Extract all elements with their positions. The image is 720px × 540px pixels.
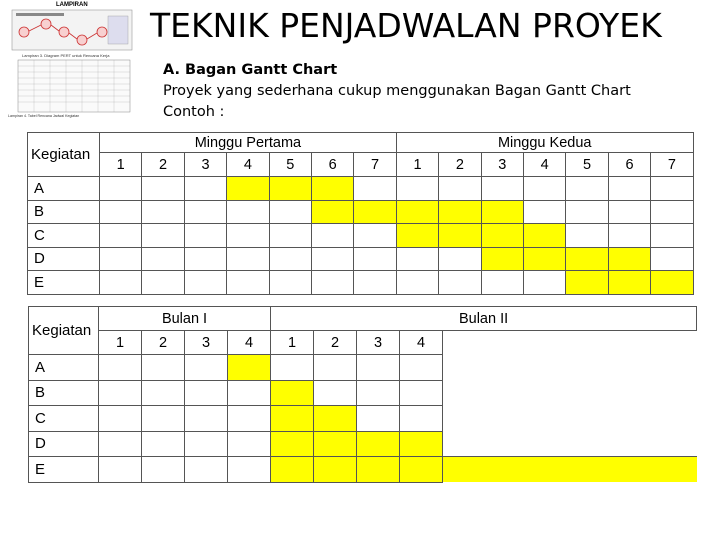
period-header-row <box>28 153 694 177</box>
schedule-cell <box>269 224 311 248</box>
schedule-cell <box>142 177 184 201</box>
schedule-cell <box>566 200 608 224</box>
schedule-cell <box>651 224 693 248</box>
schedule-bar-cell <box>314 457 357 483</box>
schedule-cell <box>99 380 142 406</box>
group-header: Bulan II <box>271 307 697 331</box>
schedule-bar-cell <box>357 431 400 457</box>
schedule-cell <box>227 200 269 224</box>
schedule-bar-cell <box>566 271 608 295</box>
schedule-bar-cell <box>443 457 697 483</box>
schedule-bar-cell <box>524 224 566 248</box>
period-header: 6 <box>311 153 353 177</box>
activity-row <box>29 406 697 432</box>
schedule-bar-cell <box>481 200 523 224</box>
schedule-bar-cell <box>608 247 650 271</box>
period-header-blank <box>443 331 697 355</box>
schedule-cell <box>142 200 184 224</box>
schedule-cell <box>608 200 650 224</box>
activity-row <box>28 177 694 201</box>
activity-row <box>28 224 694 248</box>
period-header: 1 <box>99 331 142 355</box>
description-line: Proyek yang sederhana cukup menggunakan Bagan Gantt Chart <box>163 83 631 99</box>
schedule-cell <box>185 380 228 406</box>
schedule-cell <box>357 406 400 432</box>
schedule-cell <box>227 224 269 248</box>
schedule-bar-cell <box>396 200 438 224</box>
schedule-cell <box>400 355 443 381</box>
schedule-bar-cell <box>651 271 693 295</box>
period-header: 7 <box>354 153 396 177</box>
schedule-cell <box>354 247 396 271</box>
activity-label: C <box>29 406 99 432</box>
period-header: 3 <box>184 153 226 177</box>
schedule-cell <box>481 177 523 201</box>
schedule-cell <box>608 224 650 248</box>
schedule-cell <box>142 380 185 406</box>
activity-column-header: Kegiatan <box>28 133 100 177</box>
group-header: Minggu Kedua <box>396 133 693 153</box>
schedule-cell <box>311 247 353 271</box>
schedule-cell <box>184 177 226 201</box>
schedule-bar-cell <box>314 431 357 457</box>
schedule-cell <box>354 224 396 248</box>
schedule-cell <box>184 200 226 224</box>
activity-row <box>28 247 694 271</box>
schedule-cell <box>228 406 271 432</box>
schedule-cell <box>314 380 357 406</box>
schedule-bar-cell <box>227 177 269 201</box>
schedule-cell <box>566 224 608 248</box>
activity-label: E <box>28 271 100 295</box>
schedule-cell <box>100 177 142 201</box>
example-label: Contoh : <box>163 104 225 120</box>
activity-row <box>28 200 694 224</box>
period-header: 2 <box>142 153 184 177</box>
period-header: 4 <box>227 153 269 177</box>
schedule-cell <box>227 247 269 271</box>
schedule-cell <box>185 457 228 483</box>
schedule-cell <box>443 380 697 406</box>
activity-row <box>28 271 694 295</box>
schedule-cell <box>269 271 311 295</box>
schedule-cell <box>443 431 697 457</box>
schedule-cell <box>400 380 443 406</box>
schedule-cell <box>142 247 184 271</box>
schedule-cell <box>99 406 142 432</box>
schedule-cell <box>142 355 185 381</box>
schedule-cell <box>651 247 693 271</box>
schedule-cell <box>142 457 185 483</box>
schedule-cell <box>314 355 357 381</box>
group-header: Minggu Pertama <box>100 133 397 153</box>
period-header: 3 <box>481 153 523 177</box>
period-header: 4 <box>228 331 271 355</box>
schedule-cell <box>185 431 228 457</box>
schedule-cell <box>100 271 142 295</box>
schedule-cell <box>142 224 184 248</box>
activity-row <box>29 431 697 457</box>
schedule-bar-cell <box>566 247 608 271</box>
group-header: Bulan I <box>99 307 271 331</box>
schedule-cell <box>311 271 353 295</box>
period-header: 4 <box>400 331 443 355</box>
schedule-cell <box>269 200 311 224</box>
schedule-bar-cell <box>271 431 314 457</box>
schedule-bar-cell <box>481 224 523 248</box>
schedule-bar-cell <box>439 224 481 248</box>
schedule-bar-cell <box>524 247 566 271</box>
schedule-bar-cell <box>396 224 438 248</box>
schedule-cell <box>396 177 438 201</box>
activity-label: B <box>28 200 100 224</box>
schedule-cell <box>185 355 228 381</box>
activity-row <box>29 355 697 381</box>
activity-label: A <box>28 177 100 201</box>
schedule-cell <box>481 271 523 295</box>
period-header: 5 <box>566 153 608 177</box>
schedule-cell <box>142 406 185 432</box>
schedule-cell <box>400 406 443 432</box>
period-header: 3 <box>357 331 400 355</box>
schedule-cell <box>311 224 353 248</box>
schedule-bar-cell <box>311 200 353 224</box>
schedule-cell <box>271 355 314 381</box>
activity-label: C <box>28 224 100 248</box>
period-header: 2 <box>142 331 185 355</box>
schedule-bar-cell <box>271 380 314 406</box>
activity-label: D <box>29 431 99 457</box>
activity-label: B <box>29 380 99 406</box>
activity-column-header: Kegiatan <box>29 307 99 355</box>
activity-label: A <box>29 355 99 381</box>
schedule-cell <box>100 200 142 224</box>
schedule-bar-cell <box>400 457 443 483</box>
schedule-cell <box>357 355 400 381</box>
schedule-cell <box>524 177 566 201</box>
schedule-cell <box>439 247 481 271</box>
period-header: 1 <box>100 153 142 177</box>
schedule-cell <box>439 271 481 295</box>
section-heading: A. Bagan Gantt Chart <box>163 62 338 78</box>
schedule-bar-cell <box>354 200 396 224</box>
schedule-cell <box>443 406 697 432</box>
schedule-cell <box>354 177 396 201</box>
schedule-cell <box>396 247 438 271</box>
activity-row <box>29 457 697 483</box>
schedule-cell <box>354 271 396 295</box>
document-thumbnail <box>4 0 134 118</box>
schedule-bar-cell <box>608 271 650 295</box>
schedule-cell <box>608 177 650 201</box>
period-header: 1 <box>271 331 314 355</box>
activity-label: E <box>29 457 99 483</box>
schedule-cell <box>99 355 142 381</box>
schedule-cell <box>439 177 481 201</box>
schedule-cell <box>524 200 566 224</box>
schedule-cell <box>228 457 271 483</box>
thumbnail-graphic <box>4 0 134 118</box>
activity-label: D <box>28 247 100 271</box>
schedule-cell <box>184 247 226 271</box>
schedule-cell <box>185 406 228 432</box>
period-header: 6 <box>608 153 650 177</box>
period-header: 2 <box>439 153 481 177</box>
schedule-cell <box>100 224 142 248</box>
schedule-bar-cell <box>311 177 353 201</box>
schedule-cell <box>228 431 271 457</box>
period-header: 5 <box>269 153 311 177</box>
thumbnail-caption-bottom: Lampiran 4. Tabel Rencana Jadwal Kegiatan <box>8 114 80 118</box>
schedule-cell <box>227 271 269 295</box>
schedule-cell <box>651 177 693 201</box>
schedule-cell <box>99 457 142 483</box>
schedule-cell <box>142 271 184 295</box>
slide-title: TEKNIK PENJADWALAN PROYEK <box>150 6 662 45</box>
schedule-cell <box>524 271 566 295</box>
period-header: 7 <box>651 153 693 177</box>
schedule-bar-cell <box>400 431 443 457</box>
schedule-cell <box>142 431 185 457</box>
schedule-bar-cell <box>269 177 311 201</box>
period-header: 3 <box>185 331 228 355</box>
schedule-cell <box>566 177 608 201</box>
schedule-cell <box>184 271 226 295</box>
schedule-bar-cell <box>228 355 271 381</box>
schedule-bar-cell <box>481 247 523 271</box>
schedule-cell <box>651 200 693 224</box>
activity-row <box>29 380 697 406</box>
schedule-cell <box>269 247 311 271</box>
schedule-cell <box>228 380 271 406</box>
schedule-cell <box>443 355 697 381</box>
schedule-bar-cell <box>439 200 481 224</box>
schedule-cell <box>396 271 438 295</box>
group-header-row <box>29 307 697 331</box>
thumbnail-caption-mid: Lampiran 3. Diagram PERT untuk Rencana Kerja <box>22 53 110 58</box>
schedule-cell <box>100 247 142 271</box>
gantt-chart-months <box>28 306 697 483</box>
schedule-bar-cell <box>271 457 314 483</box>
gantt-chart-weeks <box>27 132 694 295</box>
schedule-cell <box>357 380 400 406</box>
period-header: 4 <box>524 153 566 177</box>
period-header-row <box>29 331 697 355</box>
period-header: 2 <box>314 331 357 355</box>
group-header-row <box>28 133 694 153</box>
schedule-cell <box>184 224 226 248</box>
period-header: 1 <box>396 153 438 177</box>
schedule-bar-cell <box>357 457 400 483</box>
schedule-cell <box>99 431 142 457</box>
schedule-bar-cell <box>271 406 314 432</box>
schedule-bar-cell <box>314 406 357 432</box>
thumbnail-top-label: LAMPIRAN <box>56 2 88 8</box>
